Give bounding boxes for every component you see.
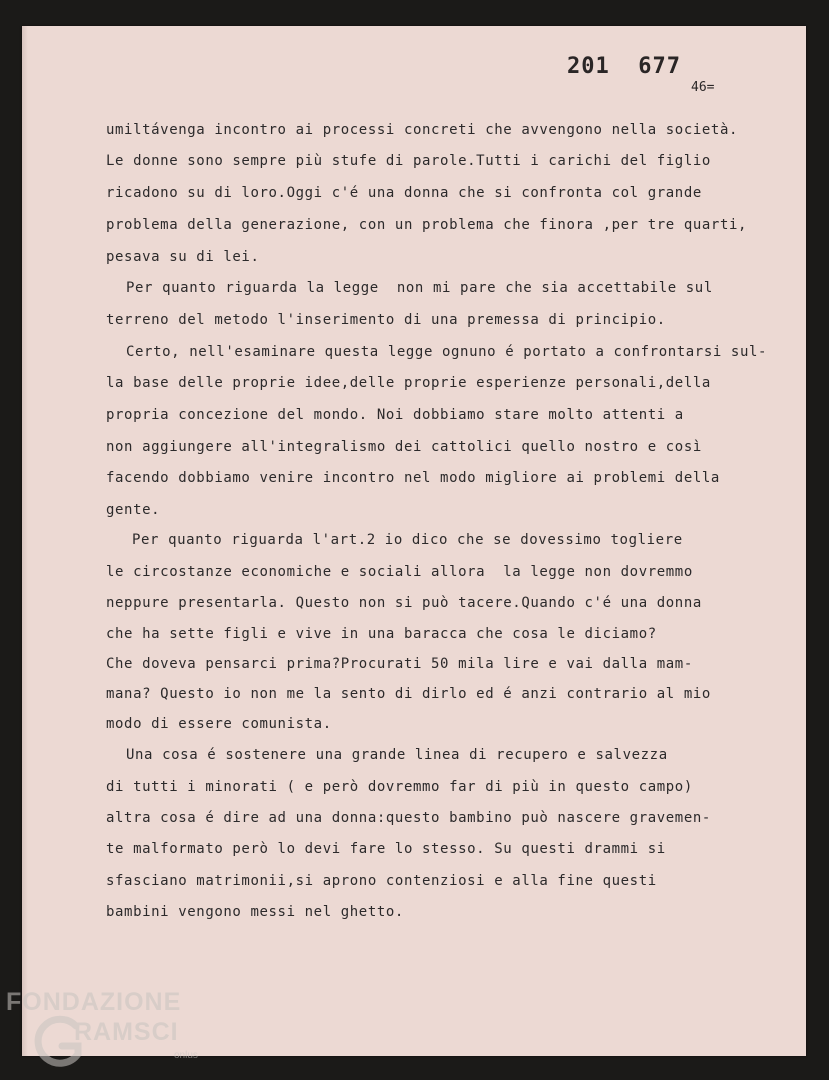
text-line: Le donne sono sempre più stufe di parole.Tutti i carichi del figlio [106, 153, 711, 169]
text-line: terreno del metodo l'inserimento di una premessa di principio. [106, 312, 666, 328]
text-line: gente. [106, 502, 161, 518]
text-line: mana? Questo io non me la sento di dirlo ed é anzi contrario al mio [106, 686, 711, 702]
watermark-suffix: onlus [174, 1050, 198, 1061]
text-line: pesava su di lei. [106, 249, 260, 265]
page-number: 46= [691, 80, 715, 95]
text-line: bambini vengono messi nel ghetto. [106, 904, 404, 920]
fondazione-gramsci-watermark [6, 988, 206, 1078]
text-line: umiltávenga incontro ai processi concreti che avvengono nella società. [106, 122, 739, 138]
text-line: altra cosa é dire ad una donna:questo bambino può nascere gravemen- [106, 810, 711, 826]
text-line: ricadono su di loro.Oggi c'é una donna che si confronta col grande [106, 185, 702, 201]
text-line: che ha sette figli e vive in una baracca che cosa le diciamo? [106, 626, 657, 642]
text-line: propria concezione del mondo. Noi dobbiamo stare molto attenti a [106, 407, 684, 423]
watermark-line2: RAMSCI [74, 1018, 179, 1046]
document-reference-number: 201 677 [567, 54, 681, 79]
watermark-line1: FONDAZIONE [6, 988, 182, 1016]
text-line: neppure presentarla. Questo non si può tacere.Quando c'é una donna [106, 595, 702, 611]
text-line: Certo, nell'esaminare questa legge ognuno é portato a confrontarsi sul- [126, 344, 768, 360]
page-edge [22, 26, 28, 1056]
text-line: le circostanze economiche e sociali allora la legge non dovremmo [106, 564, 693, 580]
text-line: Una cosa é sostenere una grande linea di recupero e salvezza [126, 747, 668, 763]
text-line: modo di essere comunista. [106, 716, 332, 732]
text-line: la base delle proprie idee,delle proprie esperienze personali,della [106, 375, 711, 391]
document-page [22, 26, 806, 1056]
text-line: non aggiungere all'integralismo dei cattolici quello nostro e così [106, 439, 702, 455]
text-line: problema della generazione, con un problema che finora ,per tre quarti, [106, 217, 748, 233]
text-line: te malformato però lo devi fare lo stesso. Su questi drammi si [106, 841, 666, 857]
text-line: Per quanto riguarda la legge non mi pare che sia accettabile sul [126, 280, 713, 296]
text-line: sfasciano matrimonii,si aprono contenziosi e alla fine questi [106, 873, 657, 889]
text-line: di tutti i minorati ( e però dovremmo far di più in questo campo) [106, 779, 693, 795]
text-line: facendo dobbiamo venire incontro nel modo migliore ai problemi della [106, 470, 720, 486]
text-line: Per quanto riguarda l'art.2 io dico che se dovessimo togliere [132, 532, 683, 548]
text-line: Che doveva pensarci prima?Procurati 50 mila lire e vai dalla mam- [106, 656, 693, 672]
